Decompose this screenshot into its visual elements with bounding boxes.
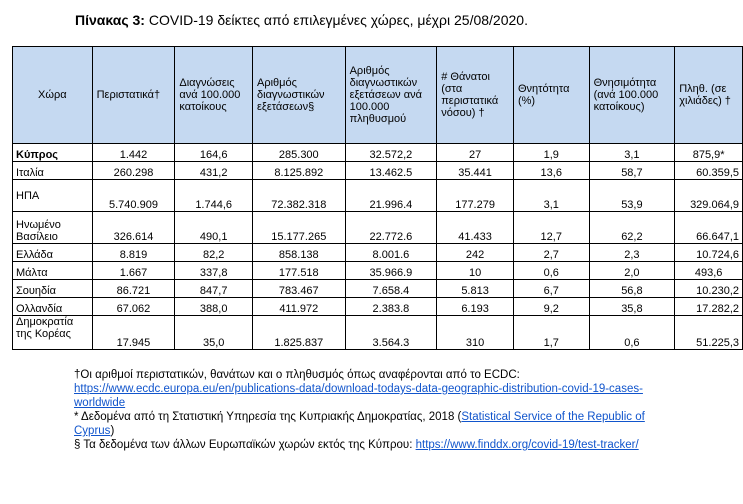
cell-population: 66.647,1 [675,212,743,244]
header-case-fatality: Θνητότητα (%) [513,47,589,144]
covid-indicators-table [12,46,743,350]
table-row [13,280,743,298]
cell-cases-per-100k: 431,2 [175,162,253,180]
cell-mortality: 53,9 [589,180,675,212]
cell-tests-per-100k: 8.001.6 [345,244,437,262]
cell-country: Ηνωμένο Βασίλειο [13,212,93,244]
cell-cases: 326.614 [92,212,175,244]
cell-cases-per-100k: 164,6 [175,144,253,162]
footnote-finddx [74,438,674,452]
footnote-cystat-end: ) [110,425,115,437]
cell-cases-per-100k: 847,7 [175,280,253,298]
cell-tests: 8.125.892 [253,162,346,180]
ecdc-link[interactable]: https://www.ecdc.europa.eu/en/publications-data/download-todays-data-geographic-distribution-covid-19-cases-worldwide [74,383,643,409]
header-cases-per-100k: Διαγνώσεις ανά 100.000 κατοίκους [175,47,253,144]
header-country: Χώρα [13,47,93,144]
header-deaths: # Θάνατοι (στα περιστατικά νόσου) † [437,47,514,144]
cell-cases: 260.298 [92,162,175,180]
table-title-text: COVID-19 δείκτες από επιλεγμένες χώρες, μέχρι 25/08/2020. [144,12,528,28]
cell-deaths: 242 [437,244,514,262]
cell-deaths: 41.433 [437,212,514,244]
cell-cases-per-100k: 82,2 [175,244,253,262]
cell-mortality: 35,8 [589,298,675,316]
cell-deaths: 10 [437,262,514,280]
cell-population: 10.724,6 [675,244,743,262]
cell-deaths: 310 [437,316,514,350]
cell-mortality: 2,3 [589,244,675,262]
cell-tests-per-100k: 2.383.8 [345,298,437,316]
cell-case-fatality: 1,7 [513,316,589,350]
header-tests-per-100k: Αριθμός διαγνωστικών εξετάσεων ανά 100.000 πληθυσμού [345,47,437,144]
footnote-finddx-text: § Τα δεδομένα των άλλων Ευρωπαϊκών χωρών εκτός της Κύπρου: [74,439,416,451]
cell-tests: 411.972 [253,298,346,316]
table-row [13,244,743,262]
cell-cases: 1.667 [92,262,175,280]
cell-mortality: 62,2 [589,212,675,244]
cell-case-fatality: 1,9 [513,144,589,162]
cell-cases: 1.442 [92,144,175,162]
cell-country: Σουηδία [13,280,93,298]
cell-mortality: 56,8 [589,280,675,298]
cell-mortality: 2,0 [589,262,675,280]
table-row [13,262,743,280]
cell-cases-per-100k: 388,0 [175,298,253,316]
table-header-row [13,47,743,144]
footnotes [74,368,674,452]
cell-tests: 15.177.265 [253,212,346,244]
cell-deaths: 5.813 [437,280,514,298]
cell-country: Κύπρος [13,144,93,162]
footnote-ecdc [74,368,674,410]
cell-tests: 858.138 [253,244,346,262]
cell-mortality: 0,6 [589,316,675,350]
footnote-ecdc-text: †Οι αριθμοί περιστατικών, θανάτων και ο πληθυσμός όπως αναφέρονται από το ECDC: [74,369,520,381]
cell-case-fatality: 2,7 [513,244,589,262]
table-row [13,212,743,244]
cell-population: 329.064,9 [675,180,743,212]
header-mortality: Θνησιμότητα (ανά 100.000 κατοίκους) [589,47,675,144]
cell-country: Ελλάδα [13,244,93,262]
table-row [13,316,743,350]
table-title [75,12,528,28]
cell-tests: 72.382.318 [253,180,346,212]
cell-cases-per-100k: 35,0 [175,316,253,350]
cell-population: 875,9* [675,144,743,162]
cell-population: 51.225,3 [675,316,743,350]
cell-country: Ιταλία [13,162,93,180]
cell-tests-per-100k: 13.462.5 [345,162,437,180]
cell-country: Δημοκρατία της Κορέας [13,316,93,350]
cell-tests-per-100k: 22.772.6 [345,212,437,244]
footnote-cystat [74,410,674,438]
table-row [13,298,743,316]
header-tests: Αριθμός διαγνωστικών εξετάσεων§ [253,47,346,144]
table-title-label: Πίνακας 3: [75,12,145,28]
cell-cases: 17.945 [92,316,175,350]
cell-cases-per-100k: 490,1 [175,212,253,244]
finddx-link[interactable]: https://www.finddx.org/covid-19/test-tracker/ [415,439,639,451]
cell-deaths: 6.193 [437,298,514,316]
header-population: Πληθ. (σε χιλιάδες) † [675,47,743,144]
cell-cases-per-100k: 337,8 [175,262,253,280]
cell-country: Μάλτα [13,262,93,280]
table-row [13,144,743,162]
cell-tests-per-100k: 32.572,2 [345,144,437,162]
cell-cases: 8.819 [92,244,175,262]
cell-cases: 5.740.909 [92,180,175,212]
cell-mortality: 3,1 [589,144,675,162]
cell-case-fatality: 3,1 [513,180,589,212]
cell-tests-per-100k: 7.658.4 [345,280,437,298]
cell-deaths: 35.441 [437,162,514,180]
cell-cases-per-100k: 1.744,6 [175,180,253,212]
cell-deaths: 177.279 [437,180,514,212]
cell-tests: 1.825.837 [253,316,346,350]
cell-tests-per-100k: 3.564.3 [345,316,437,350]
cell-case-fatality: 0,6 [513,262,589,280]
cell-case-fatality: 6,7 [513,280,589,298]
cell-case-fatality: 13,6 [513,162,589,180]
header-cases: Περιστατικά† [92,47,175,144]
table-row [13,180,743,212]
cell-population: 17.282,2 [675,298,743,316]
cell-tests: 177.518 [253,262,346,280]
cell-case-fatality: 12,7 [513,212,589,244]
footnote-cystat-text: * Δεδομένα από τη Στατιστική Υπηρεσία της Κυπριακής Δημοκρατίας, 2018 ( [74,411,462,423]
cell-tests: 285.300 [253,144,346,162]
cell-population: 10.230,2 [675,280,743,298]
cell-population: 493,6 [675,262,743,280]
cell-case-fatality: 9,2 [513,298,589,316]
cell-cases: 86.721 [92,280,175,298]
cell-country: Ολλανδία [13,298,93,316]
cell-deaths: 27 [437,144,514,162]
cell-tests: 783.467 [253,280,346,298]
table-row [13,162,743,180]
cell-mortality: 58,7 [589,162,675,180]
cystat-link[interactable]: Statistical Service of the Republic of Cyprus [74,411,645,437]
cell-tests-per-100k: 35.966.9 [345,262,437,280]
cell-country: ΗΠΑ [13,180,93,212]
cell-cases: 67.062 [92,298,175,316]
cell-tests-per-100k: 21.996.4 [345,180,437,212]
cell-population: 60.359,5 [675,162,743,180]
